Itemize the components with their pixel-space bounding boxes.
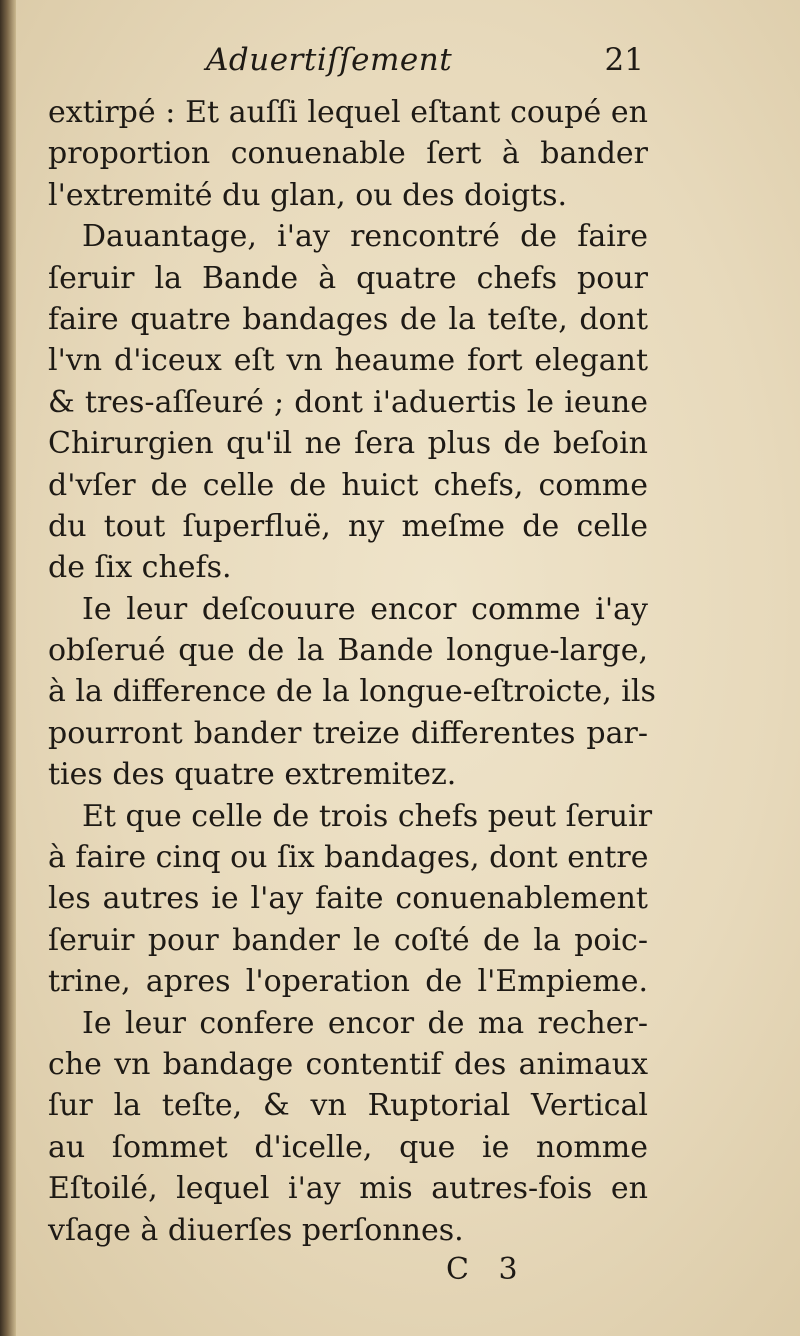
text-line: au ſommet d'icelle, que ie nomme: [48, 1129, 648, 1165]
signature-mark: C 3: [446, 1252, 528, 1287]
text-line: trine, apres l'operation de l'Empieme.: [48, 964, 648, 1000]
text-line: Ie leur confere encor de ma recher-: [82, 1005, 648, 1041]
text-line: les autres ie l'ay faite conuenablement: [48, 881, 648, 917]
text-line: Ie leur deſcouure encor comme i'ay: [82, 591, 648, 627]
text-line: ſeruir pour bander le coſté de la poic-: [48, 922, 648, 958]
text-line: che vn bandage contentif des animaux: [48, 1046, 648, 1082]
text-line: vſage à diuerſes perſonnes.: [48, 1212, 464, 1248]
text-line: pourront bander treize differentes par-: [48, 715, 648, 751]
page-header: [48, 42, 648, 92]
body-text: [48, 92, 656, 1251]
text-line: Chirurgien qu'il ne ſera plus de beſoin: [48, 426, 648, 462]
text-line: de ſix chefs.: [48, 550, 232, 586]
text-line: ſeruir la Bande à quatre chefs pour: [48, 260, 648, 296]
text-line: l'vn d'iceux eſt vn heaume fort elegant: [48, 343, 648, 379]
text-line: Eſtoilé, lequel i'ay mis autres-fois en: [48, 1171, 648, 1207]
text-line: ſur la teſte, & vn Ruptorial Vertical: [48, 1088, 648, 1124]
text-line: du tout ſuperfluë, ny meſme de celle: [48, 508, 648, 544]
text-line: obſerué que de la Bande longue-large,: [48, 633, 648, 669]
text-line: Dauantage, i'ay rencontré de faire: [82, 219, 648, 255]
text-line: l'extremité du glan, ou des doigts.: [48, 177, 568, 213]
text-line: à faire cinq ou ſix bandages, dont entre: [48, 840, 649, 876]
page-number: 21: [604, 42, 644, 78]
text-line: faire quatre bandages de la teſte, dont: [48, 301, 648, 337]
text-line: proportion conuenable ſert à bander: [48, 136, 648, 172]
running-title: Aduertiſſement: [206, 42, 453, 78]
text-line: & tres-aſſeuré ; dont i'aduertis le ieune: [48, 384, 648, 420]
text-line: Et que celle de trois chefs peut ſeruir: [82, 798, 653, 834]
page-binding-shadow: [0, 0, 16, 1336]
text-line: extirpé : Et auſſi lequel eſtant coupé en: [48, 95, 648, 130]
text-line: à la difference de la longue-eſtroicte, ils: [48, 674, 656, 710]
text-line: ties des quatre extremitez.: [48, 757, 457, 793]
text-line: d'vſer de celle de huict chefs, comme: [48, 467, 648, 503]
